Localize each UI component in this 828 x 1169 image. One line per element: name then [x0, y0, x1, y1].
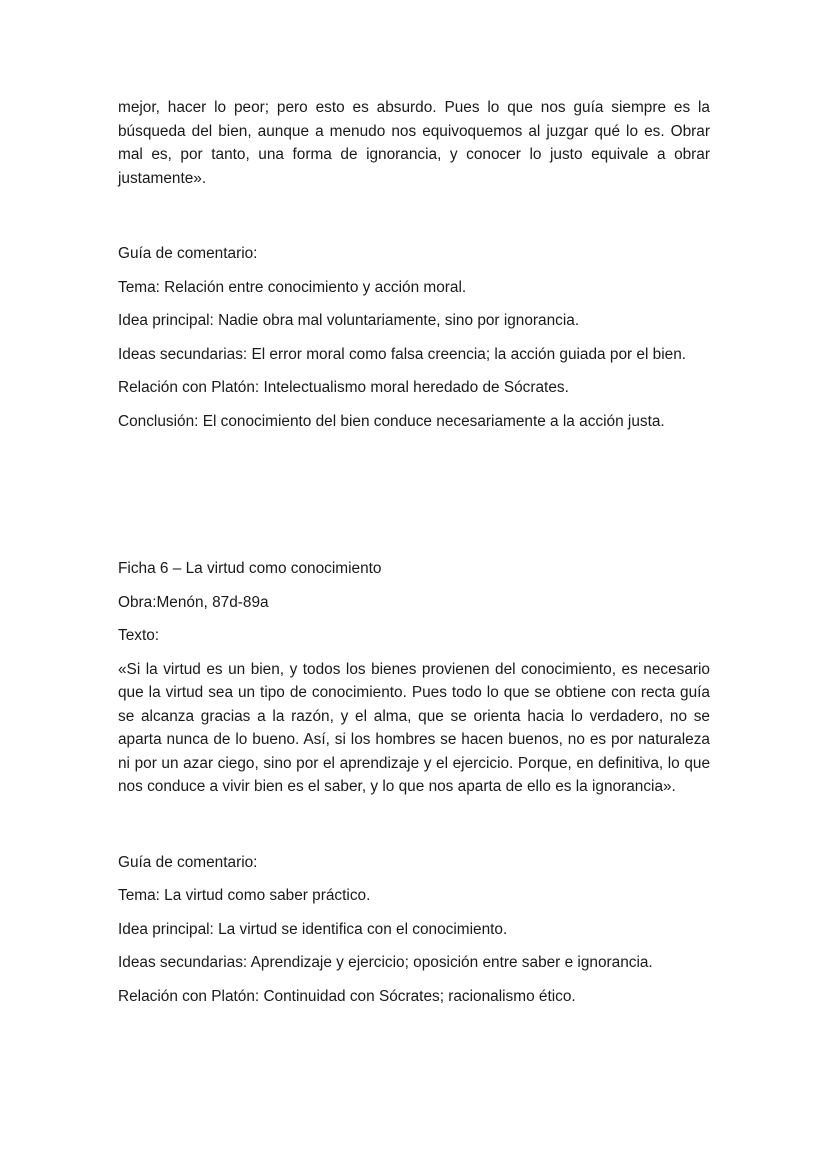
ficha-obra: Obra:Menón, 87d-89a: [118, 593, 269, 611]
ficha-texto-label: Texto:: [118, 627, 160, 644]
guide-idea-principal: Idea principal: Nadie obra mal voluntariamente, sino por ignorancia.: [118, 312, 580, 329]
guide-tema: Tema: Relación entre conocimiento y acción moral.: [118, 278, 467, 296]
guide-idea-principal-2: Idea principal: La virtud se identifica con el conocimiento.: [118, 920, 508, 938]
document-page: [118, 96, 710, 1008]
guide-heading: Guía de comentario:: [118, 245, 258, 262]
guide-conclusion: Conclusión: El conocimiento del bien conduce necesariamente a la acción justa.: [118, 412, 665, 430]
quote-continuation: mejor, hacer lo peor; pero esto es absurdo. Pues lo que nos guía siempre es la búsqueda del bien, aunque a menudo nos equivoquemos al juzgar qué lo es. Obrar mal es, por tanto, una forma de ignorancia, y conocer lo justo equivale a obrar justamente».: [118, 99, 710, 187]
guide-heading-2: Guía de comentario:: [118, 853, 258, 871]
ficha-title: Ficha 6 – La virtud como conocimiento: [118, 560, 382, 577]
guide-ideas-secundarias-2: Ideas secundarias: Aprendizaje y ejercicio; oposición entre saber e ignorancia.: [118, 954, 653, 971]
ficha-quote: «Si la virtud es un bien, y todos los bienes provienen del conocimiento, es necesario que la virtud sea un tipo de conocimiento. Pues todo lo que se obtiene con recta guía se alcanza gracias a la razón, y el alma, que se orienta hacia lo verdadero, no se aparta nunca de lo bueno. Así, si los hombres se hacen buenos, no es por naturaleza ni por un azar ciego, sino por el aprendizaje y el ejercicio. Porque, en definitiva, lo que nos conduce a vivir bien es el saber, y lo que nos aparta de ello es la ignorancia».: [118, 660, 710, 795]
guide-ideas-secundarias: Ideas secundarias: El error moral como falsa creencia; la acción guiada por el bien.: [118, 345, 687, 363]
guide-relacion-platon: Relación con Platón: Intelectualismo moral heredado de Sócrates.: [118, 379, 569, 396]
guide-relacion-platon-2: Relación con Platón: Continuidad con Sócrates; racionalismo ético.: [118, 987, 576, 1005]
guide-tema-2: Tema: La virtud como saber práctico.: [118, 887, 371, 904]
